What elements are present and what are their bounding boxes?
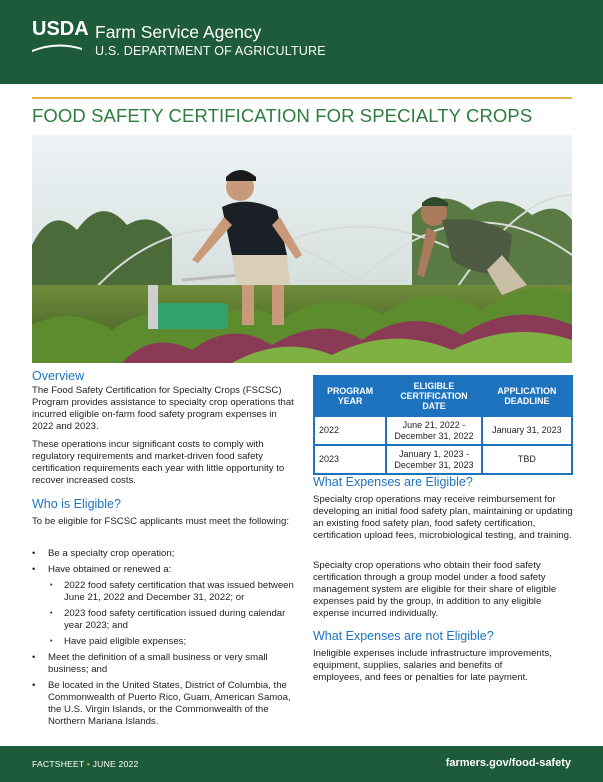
table-cell-deadline: TBD	[482, 445, 572, 474]
farm-workers-illustration	[32, 135, 572, 363]
ineligible-expenses-heading: What Expenses are not Eligible?	[313, 629, 494, 643]
list-item	[32, 564, 302, 648]
sub-list-item-text: 2023 food safety certification issued during calendar year 2023; and	[64, 608, 286, 631]
column-header-program-year: PROGRAM YEAR	[314, 376, 386, 416]
table-cell-year: 2023	[314, 445, 386, 474]
eligible-expenses-paragraph-2: Specialty crop operations who obtain their food safety certification through a group model under a food safety management system are eligible for their share of eligible expenses paid by the group, in addition to any eligible expense incurred individually.	[313, 560, 557, 619]
table-cell-year: 2022	[314, 416, 386, 445]
footer-factsheet: FACTSHEET	[32, 759, 85, 769]
list-item-text: Be a specialty crop operation;	[48, 548, 175, 559]
eligibility-heading: Who is Eligible?	[32, 497, 121, 511]
ineligible-expenses-paragraph: Ineligible expenses include infrastructure improvements, equipment, supplies, salaries and benefits of employees, and fees or penalties for late payment.	[313, 648, 552, 683]
sub-list-item-text: Have paid eligible expenses;	[64, 636, 187, 647]
list-item	[32, 548, 302, 560]
list-item	[32, 680, 302, 728]
table-cell-date: June 21, 2022 - December 31, 2022	[386, 416, 481, 445]
sub-list-item	[48, 580, 302, 604]
table-cell-deadline: January 31, 2023	[482, 416, 572, 445]
department-name: U.S. DEPARTMENT OF AGRICULTURE	[95, 44, 326, 58]
eligible-expenses-heading: What Expenses are Eligible?	[313, 475, 473, 489]
eligibility-intro: To be eligible for FSCSC applicants must meet the following:	[32, 516, 290, 527]
list-item-text: Meet the definition of a small business or very small business; and	[48, 652, 268, 675]
deadlines-table	[313, 375, 573, 475]
header-bar	[0, 0, 603, 84]
table-row	[314, 445, 572, 474]
sub-list-item-text: 2022 food safety certification that was issued between June 21, 2022 and December 31, 2022; or	[64, 580, 294, 603]
column-header-application-deadline: APPLICATION DEADLINE	[482, 376, 572, 416]
table-cell-date: January 1, 2023 - December 31, 2023	[386, 445, 481, 474]
usda-logo-text: USDA	[32, 18, 89, 40]
footer-url-link[interactable]: farmers.gov/food-safety	[445, 757, 571, 769]
footer-separator: •	[86, 759, 91, 769]
eligibility-list	[32, 548, 302, 732]
overview-heading: Overview	[32, 369, 85, 383]
page-title: FOOD SAFETY CERTIFICATION FOR SPECIALTY CROPS	[32, 105, 533, 126]
sub-list-item	[48, 608, 302, 632]
hero-photo	[32, 135, 572, 363]
sub-list-item	[48, 636, 302, 648]
agency-name: Farm Service Agency	[95, 22, 262, 42]
list-item-text: Have obtained or renewed a:	[48, 564, 172, 575]
usda-swoosh-icon	[32, 42, 82, 54]
overview-paragraph-2: These operations incur significant costs to comply with regulatory requirements and market-driven food safety certification requirements each year with little opportunity to recover increased costs.	[32, 439, 285, 486]
list-item-text: Be located in the United States, District of Columbia, the Commonwealth of Puerto Rico, Guam, American Samoa, the U.S. Virgin Islands, or the Commonwealth of the Northern Mariana Islands.	[48, 680, 291, 727]
eligibility-sublist	[48, 580, 302, 648]
list-item	[32, 652, 302, 676]
footer-label	[32, 759, 138, 769]
footer-bar	[0, 746, 603, 782]
overview-paragraph-1: The Food Safety Certification for Specialty Crops (FSCSC) Program provides assistance to specialty crop operations that incurred eligible on-farm food safety program expenses in 2022 and 2023.	[32, 385, 294, 432]
usda-logo	[32, 18, 89, 54]
title-divider	[32, 97, 572, 99]
table-row	[314, 416, 572, 445]
footer-date: JUNE 2022	[92, 759, 139, 769]
table-header-row	[314, 376, 572, 416]
column-header-certification-date: ELIGIBLE CERTIFICATION DATE	[386, 376, 481, 416]
eligible-expenses-paragraph-1: Specialty crop operations may receive reimbursement for developing an initial food safety plan, maintaining or updating an existing food safety plan, food safety certification, certification upload fees, microbiological testing, and training.	[313, 494, 573, 541]
